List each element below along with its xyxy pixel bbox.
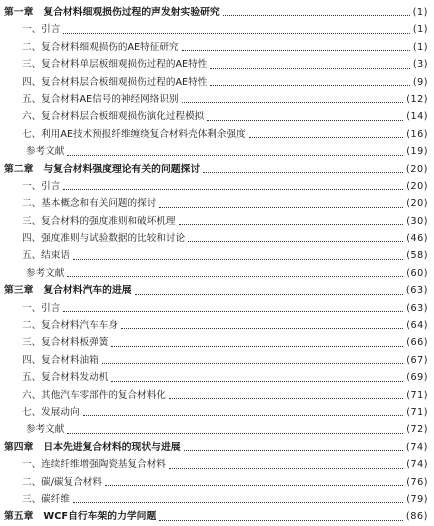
entry-text: 二、复合材料汽车车身	[22, 320, 118, 332]
toc-entry-title	[4, 178, 60, 195]
page-number: (46)	[406, 233, 428, 245]
toc-entry-title	[4, 39, 179, 56]
toc-section-row	[4, 247, 428, 264]
page-number: (71)	[406, 389, 428, 401]
toc-references-row	[4, 421, 428, 438]
entry-text: 一、引言	[22, 302, 61, 314]
toc-section-row	[4, 91, 428, 108]
dot-leader	[111, 345, 403, 347]
dot-leader	[210, 67, 410, 69]
entry-text: 参考文献	[26, 267, 65, 279]
toc-section-row	[4, 474, 428, 491]
dot-leader	[63, 188, 403, 190]
page-number: (64)	[406, 320, 428, 332]
chapter-label: 第五章	[4, 511, 34, 523]
toc-entry-title	[4, 491, 70, 508]
dot-leader	[182, 49, 410, 51]
dot-leader	[169, 467, 403, 469]
dot-leader	[210, 84, 410, 86]
chapter-label: 第一章	[4, 7, 34, 18]
toc-section-row	[4, 491, 428, 508]
table-of-contents	[4, 4, 428, 526]
page-number: (1)	[412, 24, 428, 36]
entry-text: 七、发展动向	[22, 406, 80, 418]
entry-text: 一、引言	[22, 180, 61, 192]
entry-text: 与复合材料强度理论有关的问题探讨	[43, 163, 201, 175]
entry-text: 七、利用AE技术预报纤维缠绕复合材料壳体剩余强度	[22, 128, 246, 140]
toc-section-row	[4, 317, 428, 334]
entry-text: 二、碳/碳复合材料	[22, 476, 102, 488]
toc-entry-title	[4, 265, 64, 282]
toc-entry-title	[4, 387, 166, 404]
page-number: (12)	[406, 93, 428, 105]
toc-chapter-row	[4, 282, 428, 299]
toc-entry-title	[4, 421, 64, 438]
toc-section-row	[4, 456, 428, 473]
page-number: (20)	[405, 163, 428, 175]
chapter-label: 第二章	[4, 163, 34, 175]
dot-leader	[135, 293, 403, 295]
page-number: (72)	[406, 424, 428, 436]
toc-entry-title	[4, 4, 220, 21]
entry-text: 五、复合材料发动机	[22, 372, 109, 384]
dot-leader	[111, 380, 403, 382]
toc-chapter-row	[4, 161, 428, 178]
page-number: (9)	[412, 76, 428, 88]
entry-text: 一、引言	[22, 24, 61, 36]
dot-leader	[223, 14, 410, 16]
toc-section-row	[4, 39, 428, 56]
page-number: (3)	[412, 59, 428, 71]
dot-leader	[67, 432, 403, 434]
page-number: (86)	[405, 511, 428, 523]
page-number: (1)	[412, 7, 428, 18]
toc-section-row	[4, 108, 428, 125]
entry-text: WCF自行车架的力学问题	[43, 511, 157, 523]
entry-text: 六、复合材料层合板细观损伤演化过程模拟	[22, 111, 205, 123]
page-number: (63)	[405, 285, 428, 297]
dot-leader	[188, 240, 403, 242]
page-number: (74)	[406, 459, 428, 471]
dot-leader	[102, 362, 404, 364]
page-number: (76)	[406, 476, 428, 488]
toc-section-row	[4, 300, 428, 317]
dot-leader	[184, 449, 403, 451]
toc-entry-title	[4, 282, 132, 299]
page-number: (71)	[406, 406, 428, 418]
dot-leader	[67, 154, 403, 156]
dot-leader	[121, 327, 403, 329]
toc-entry-title	[4, 352, 99, 369]
page-number: (19)	[406, 146, 428, 158]
toc-entry-title	[4, 161, 200, 178]
page-number: (63)	[406, 302, 428, 314]
page-number: (67)	[406, 354, 428, 366]
toc-section-row	[4, 334, 428, 351]
toc-section-row	[4, 230, 428, 247]
toc-entry-title	[4, 126, 246, 143]
page-number: (69)	[406, 372, 428, 384]
toc-entry-title	[4, 439, 181, 456]
toc-references-row	[4, 265, 428, 282]
entry-text: 一、连续纤维增强陶瓷基复合材料	[22, 459, 166, 471]
page-number: (30)	[406, 215, 428, 227]
dot-leader	[105, 484, 403, 486]
entry-text: 三、碳纤维	[22, 493, 70, 505]
toc-entry-title	[4, 74, 207, 91]
entry-text: 六、其他汽车零部件的复合材料化	[22, 389, 166, 401]
toc-entry-title	[4, 56, 207, 73]
page-number: (74)	[405, 441, 428, 453]
entry-text: 四、复合材料油箱	[22, 354, 99, 366]
entry-text: 二、基本概念和有关问题的探讨	[22, 198, 157, 210]
dot-leader	[159, 519, 403, 521]
toc-section-row	[4, 404, 428, 421]
dot-leader	[73, 501, 403, 503]
toc-entry-title	[4, 143, 64, 160]
entry-text: 参考文献	[26, 146, 65, 158]
toc-chapter-row	[4, 4, 428, 21]
toc-section-row	[4, 352, 428, 369]
page-number: (60)	[406, 267, 428, 279]
page-number: (79)	[406, 493, 428, 505]
dot-leader	[67, 275, 403, 277]
toc-section-row	[4, 195, 428, 212]
page-number: (20)	[406, 180, 428, 192]
dot-leader	[203, 171, 403, 173]
entry-text: 参考文献	[26, 424, 65, 436]
chapter-label: 第三章	[4, 285, 34, 297]
toc-section-row	[4, 213, 428, 230]
toc-entry-title	[4, 334, 108, 351]
toc-entry-title	[4, 508, 156, 525]
dot-leader	[83, 414, 404, 416]
page-number: (58)	[406, 250, 428, 262]
dot-leader	[182, 101, 404, 103]
entry-text: 四、强度准则与试验数据的比较和讨论	[22, 233, 186, 245]
page-number: (1)	[412, 41, 428, 53]
toc-entry-title	[4, 213, 176, 230]
toc-entry-title	[4, 456, 166, 473]
toc-entry-title	[4, 369, 108, 386]
toc-entry-title	[4, 230, 185, 247]
toc-entry-title	[4, 300, 60, 317]
toc-chapter-row	[4, 508, 428, 525]
dot-leader	[63, 32, 410, 34]
toc-entry-title	[4, 317, 118, 334]
toc-references-row	[4, 143, 428, 160]
entry-text: 四、复合材料层合板细观损伤过程的AE特性	[22, 76, 208, 88]
toc-entry-title	[4, 247, 70, 264]
toc-entry-title	[4, 21, 60, 38]
toc-section-row	[4, 56, 428, 73]
entry-text: 三、复合材料的强度准则和破坏机理	[22, 215, 176, 227]
entry-text: 三、复合材料单层板细观损伤过程的AE特性	[22, 59, 208, 71]
toc-section-row	[4, 369, 428, 386]
toc-section-row	[4, 178, 428, 195]
dot-leader	[159, 206, 403, 208]
entry-text: 二、复合材料细观损伤的AE特征研究	[22, 41, 179, 53]
page-number: (66)	[406, 337, 428, 349]
dot-leader	[63, 310, 403, 312]
toc-entry-title	[4, 404, 80, 421]
page-number: (20)	[406, 198, 428, 210]
page-number: (14)	[406, 111, 428, 123]
entry-text: 复合材料汽车的进展	[43, 285, 132, 297]
dot-leader	[249, 136, 404, 138]
dot-leader	[207, 119, 403, 121]
toc-section-row	[4, 126, 428, 143]
entry-text: 日本先进复合材料的现状与进展	[43, 441, 181, 453]
toc-entry-title	[4, 108, 204, 125]
dot-leader	[179, 223, 404, 225]
entry-text: 五、结束语	[22, 250, 70, 262]
dot-leader	[169, 397, 403, 399]
toc-entry-title	[4, 474, 102, 491]
entry-text: 复合材料细观损伤过程的声发射实验研究	[43, 7, 220, 18]
entry-text: 五、复合材料AE信号的神经网络识别	[22, 93, 179, 105]
page-number: (16)	[406, 128, 428, 140]
toc-entry-title	[4, 91, 179, 108]
toc-section-row	[4, 387, 428, 404]
dot-leader	[73, 258, 403, 260]
chapter-label: 第四章	[4, 441, 34, 453]
toc-entry-title	[4, 195, 156, 212]
toc-section-row	[4, 21, 428, 38]
toc-section-row	[4, 74, 428, 91]
toc-chapter-row	[4, 439, 428, 456]
entry-text: 三、复合材料板弹簧	[22, 337, 109, 349]
